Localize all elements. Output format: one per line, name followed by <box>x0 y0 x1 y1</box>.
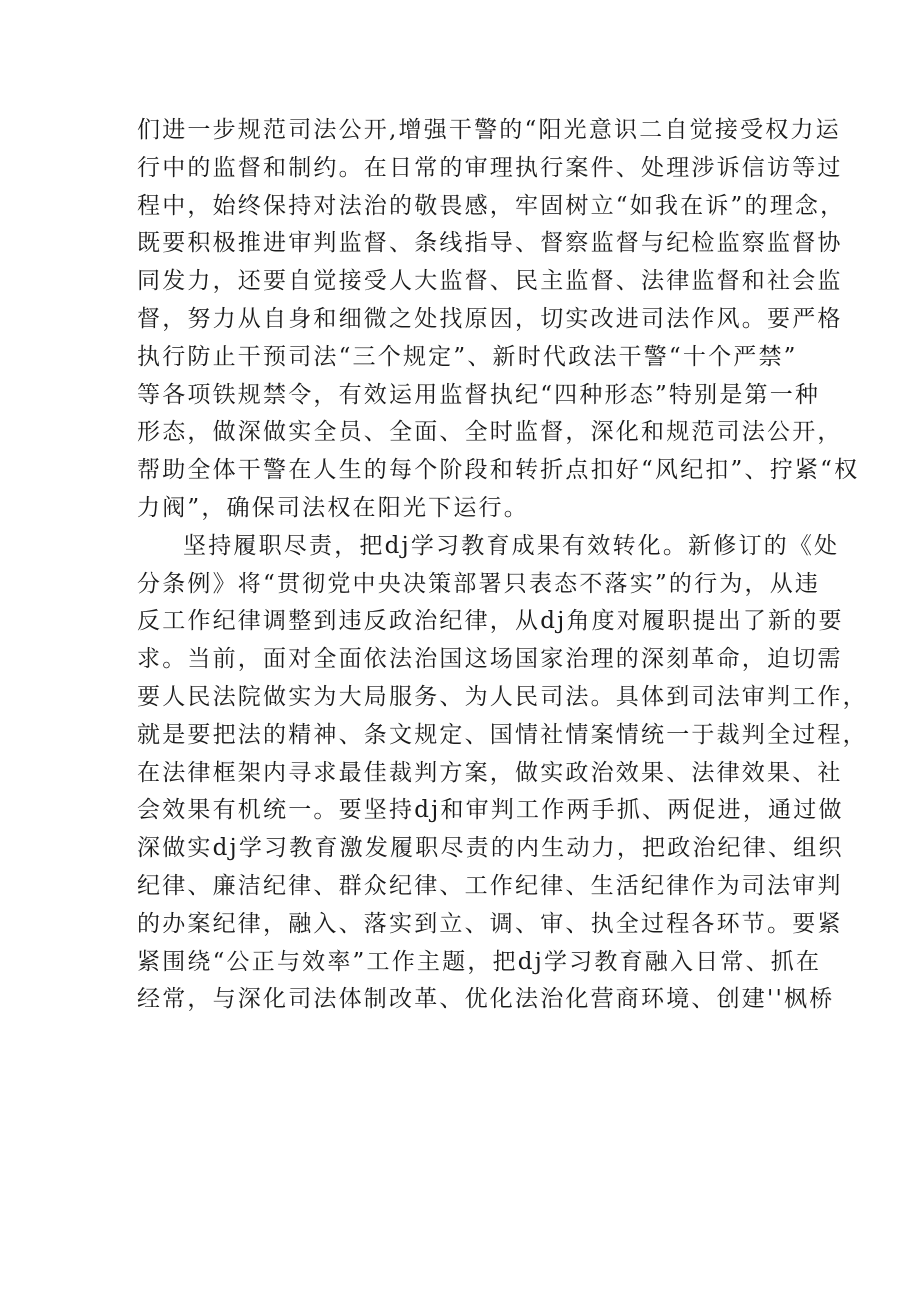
text-line: 帮助全体干警在人生的每个阶段和转折点扣好“风纪扣”、拧紧“权 <box>137 457 860 484</box>
text-line: 形态，做深做实全员、全面、全时监督，深化和规范司法公开， <box>137 419 843 446</box>
text-line: 要人民法院做实为大局服务、为人民司法。具体到司法审判工作， <box>137 683 868 710</box>
text-line: 同发力，还要自觉接受人大监督、民主监督、法律监督和社会监 <box>137 268 843 295</box>
body-text <box>137 112 868 1019</box>
text-line: 会效果有机统一。要坚持dj和审判工作两手抓、两促进，通过做 <box>137 797 844 824</box>
paragraph-first-line: 坚持履职尽责，把dj学习教育成果有效转化。新修订的《处 <box>183 532 840 559</box>
text-line: 等各项铁规禁令，有效运用监督执纪“四种形态”特别是第一种 <box>137 381 821 408</box>
text-line: 行中的监督和制约。在日常的审理执行案件、处理涉诉信访等过 <box>137 154 843 181</box>
text-line: 分条例》将“贯彻党中央决策部署只表态不落实”的行为，从违 <box>137 570 821 597</box>
text-line: 反工作纪律调整到违反政治纪律，从dj角度对履职提出了新的要 <box>137 608 844 635</box>
text-line: 纪律、廉洁纪律、群众纪律、工作纪律、生活纪律作为司法审判 <box>137 872 843 899</box>
text-line: 就是要把法的精神、条文规定、国情社情案情统一于裁判全过程， <box>137 721 868 748</box>
text-line: 程中，始终保持对法治的敬畏感，牢固树立“如我在诉”的理念， <box>137 192 846 219</box>
text-line: 求。当前，面对全面依法治国这场国家治理的深刻革命，迫切需 <box>137 646 843 673</box>
text-line: 的办案纪律，融入、落实到立、调、审、执全过程各环节。要紧 <box>137 910 843 937</box>
text-line: 深做实dj学习教育激发履职尽责的内生动力，把政治纪律、组织 <box>137 835 844 862</box>
text-line: 经常，与深化司法体制改革、优化法治化营商环境、创建''枫桥 <box>137 986 835 1013</box>
text-line: 们进一步规范司法公开,增强干警的“阳光意识二自觉接受权力运 <box>137 117 841 143</box>
text-line: 力阀”，确保司法权在阳光下运行。 <box>137 494 529 521</box>
text-line: 既要积极推进审判监督、条线指导、督察监督与纪检监察监督协 <box>137 230 843 257</box>
text-line: 执行防止干预司法“三个规定”、新时代政法干警“十个严禁” <box>137 343 798 370</box>
text-line: 在法律框架内寻求最佳裁判方案，做实政治效果、法律效果、社 <box>137 759 843 786</box>
text-line: 紧围绕“公正与效率”工作主题，把dj学习教育融入日常、抓在 <box>137 948 822 975</box>
text-line: 督，努力从自身和细微之处找原因，切实改进司法作风。要严格 <box>137 305 843 332</box>
